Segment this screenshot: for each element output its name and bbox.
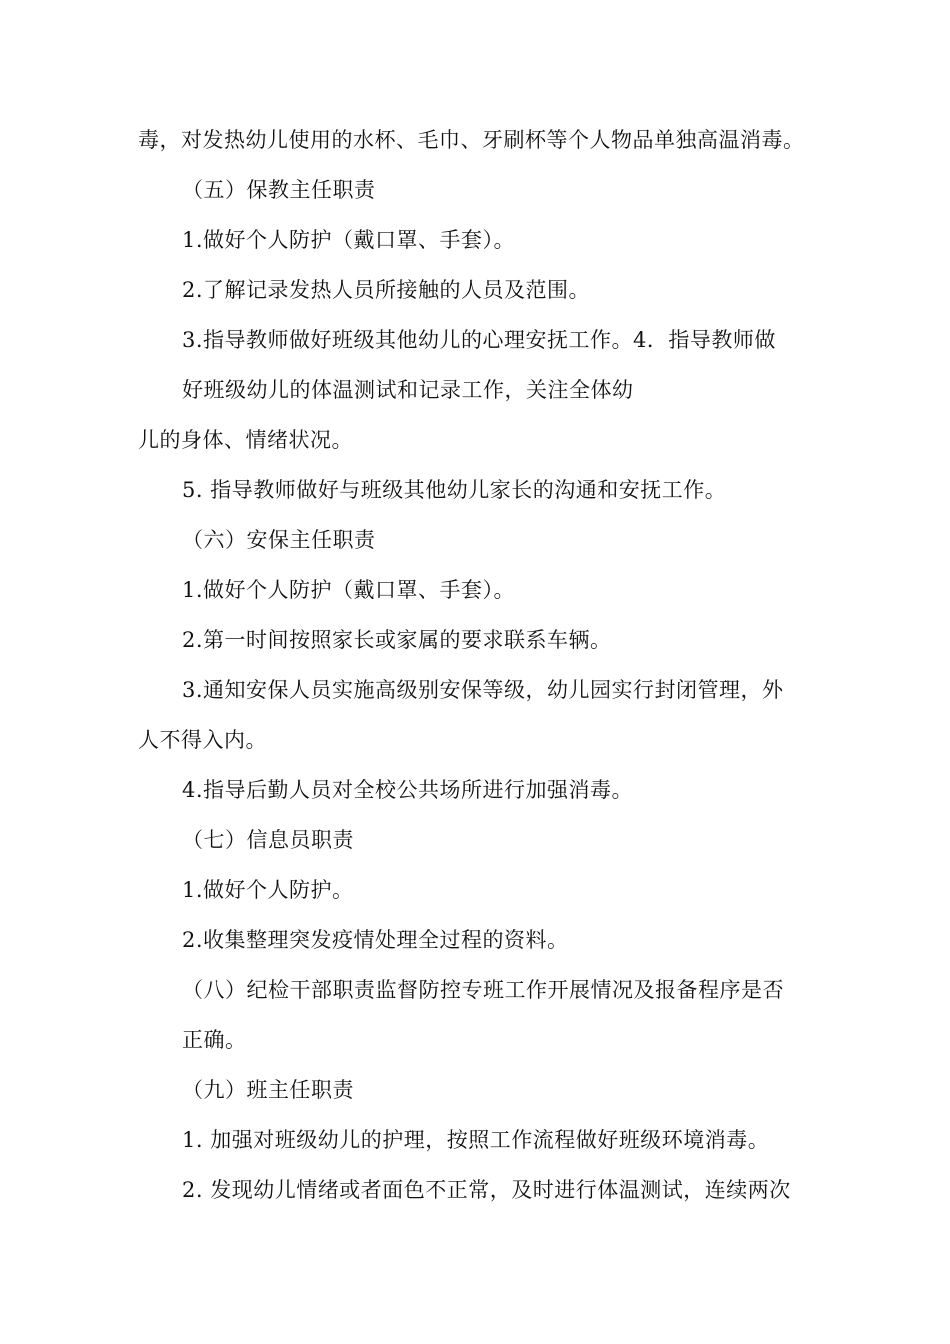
list-item: 3.通知安保人员实施高级别安保等级，幼儿园实行封闭管理，外 (182, 678, 784, 702)
section-heading-6: （六）安保主任职责 (182, 528, 376, 552)
list-item-continuation: 好班级幼儿的体温测试和记录工作，关注全体幼 (182, 378, 634, 402)
list-item-continuation: 儿的身体、情绪状况。 (138, 428, 353, 452)
list-item: 2.第一时间按照家长或家属的要求联系车辆。 (182, 628, 612, 652)
section-heading-7: （七）信息员职责 (182, 828, 354, 852)
list-item: 3.指导教师做好班级其他幼儿的心理安抚工作。4．指导教师做 (182, 328, 776, 352)
section-heading-5: （五）保教主任职责 (182, 178, 376, 202)
section-continuation: 正确。 (182, 1028, 247, 1052)
list-item: 2.了解记录发热人员所接触的人员及范围。 (182, 278, 591, 302)
list-item: 1.做好个人防护（戴口罩、手套）。 (182, 228, 516, 252)
section-heading-8: （八）纪检干部职责监督防控专班工作开展情况及报备程序是否 (182, 978, 784, 1002)
list-item-continuation: 人不得入内。 (138, 728, 267, 752)
list-item: 1.做好个人防护（戴口罩、手套）。 (182, 578, 516, 602)
list-item: 5. 指导教师做好与班级其他幼儿家长的沟通和安抚工作。 (182, 478, 727, 502)
list-item: 4.指导后勤人员对全校公共场所进行加强消毒。 (182, 778, 634, 802)
list-item: 1.做好个人防护。 (182, 878, 354, 902)
section-heading-9: （九）班主任职责 (182, 1078, 354, 1102)
list-item: 2.收集整理突发疫情处理全过程的资料。 (182, 928, 569, 952)
list-item: 1. 加强对班级幼儿的护理，按照工作流程做好班级环境消毒。 (182, 1128, 770, 1152)
body-line-continuation: 毒，对发热幼儿使用的水杯、毛巾、牙刷杯等个人物品单独高温消毒。 (138, 128, 805, 152)
list-item: 2. 发现幼儿情绪或者面色不正常，及时进行体温测试，连续两次 (182, 1178, 791, 1202)
